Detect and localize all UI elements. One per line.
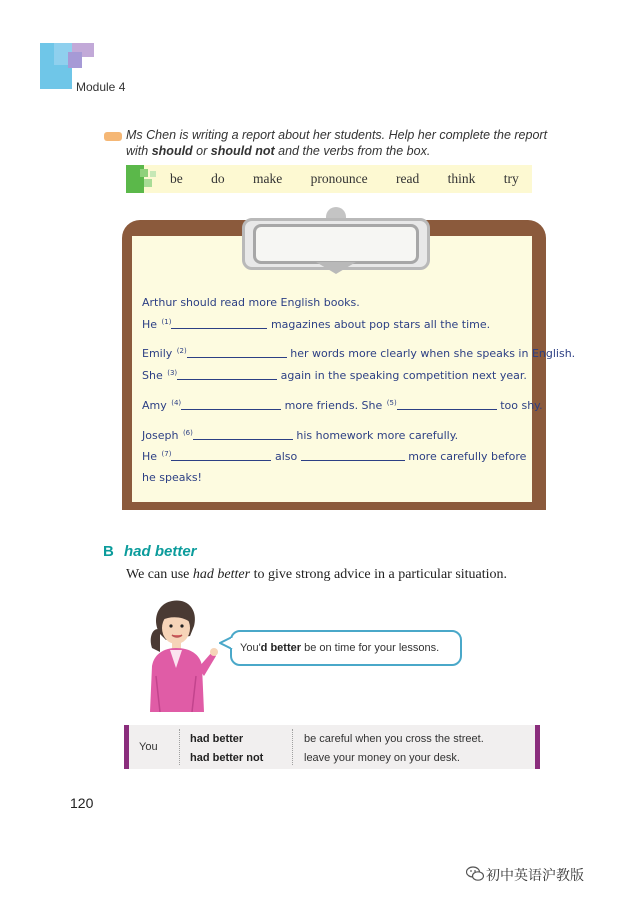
section-title: had better [124,543,197,560]
report-line-3: She $^{(3)}$ again in the speaking competition next year. [142,369,527,382]
report-line-2: Emily $^{(2)}$ her words more clearly when she speaks in English. [142,347,576,360]
table-divider [292,729,293,765]
answer-blank-7b[interactable] [301,459,405,461]
report-line-5: Joseph $^{(6)}$ his homework more carefully. [142,429,459,442]
table-example-1: be careful when you cross the street. [304,733,484,745]
word-item: try [503,171,519,186]
word-item: be [170,171,183,186]
watermark: 初中英语沪教版 [486,868,584,884]
answer-blank-3[interactable] [177,378,277,380]
table-right-bar [535,725,540,769]
answer-blank-2[interactable] [187,356,287,358]
word-item: pronounce [310,171,368,186]
answer-blank-4[interactable] [181,408,281,410]
table-left-bar [124,725,129,769]
report-line-1: He $^{(1)}$ magazines about pop stars all the time. [142,318,491,331]
module-label: Module 4 [76,80,126,94]
answer-blank-6[interactable] [193,438,293,440]
wechat-icon [466,866,484,882]
answer-blank-5[interactable] [397,408,497,410]
word-list [170,171,519,187]
answer-blank-1[interactable] [171,327,267,329]
word-item: think [447,171,476,186]
speech-bubble-text: You'd better be on time for your lessons. [240,642,440,654]
section-description: We can use had better to give strong advice in a particular situation. [126,567,508,582]
table-subject: You [139,741,158,753]
page-number: 120 [70,795,94,811]
word-box [126,165,532,193]
report-line-7: he speaks! [142,471,202,484]
answer-blank-7a[interactable] [171,459,271,461]
section-letter: B [103,543,114,560]
clip-point [316,262,356,274]
bubble-tail [219,636,233,650]
report-line-0: Arthur should read more English books. [142,296,360,309]
clip-inner [253,224,419,264]
report-line-6: He $^{(7)}$ also more carefully before [142,450,527,463]
word-item: read [395,171,420,186]
instruction-text: Ms Chen is writing a report about her students. Help her complete the report with should or should not and the verbs from the box. [126,128,548,158]
report-line-4: Amy $^{(4)}$ more friends. She $^{(5)}$ too shy. [142,399,543,412]
word-item: make [253,171,283,186]
table-divider [179,729,180,765]
instruction-bullet [104,132,122,141]
word-item: do [211,171,225,186]
teacher-illustration [138,596,220,712]
table-phrase-1: had better [190,733,244,745]
table-phrase-2: had better not [190,752,264,764]
table-example-2: leave your money on your desk. [304,752,460,764]
